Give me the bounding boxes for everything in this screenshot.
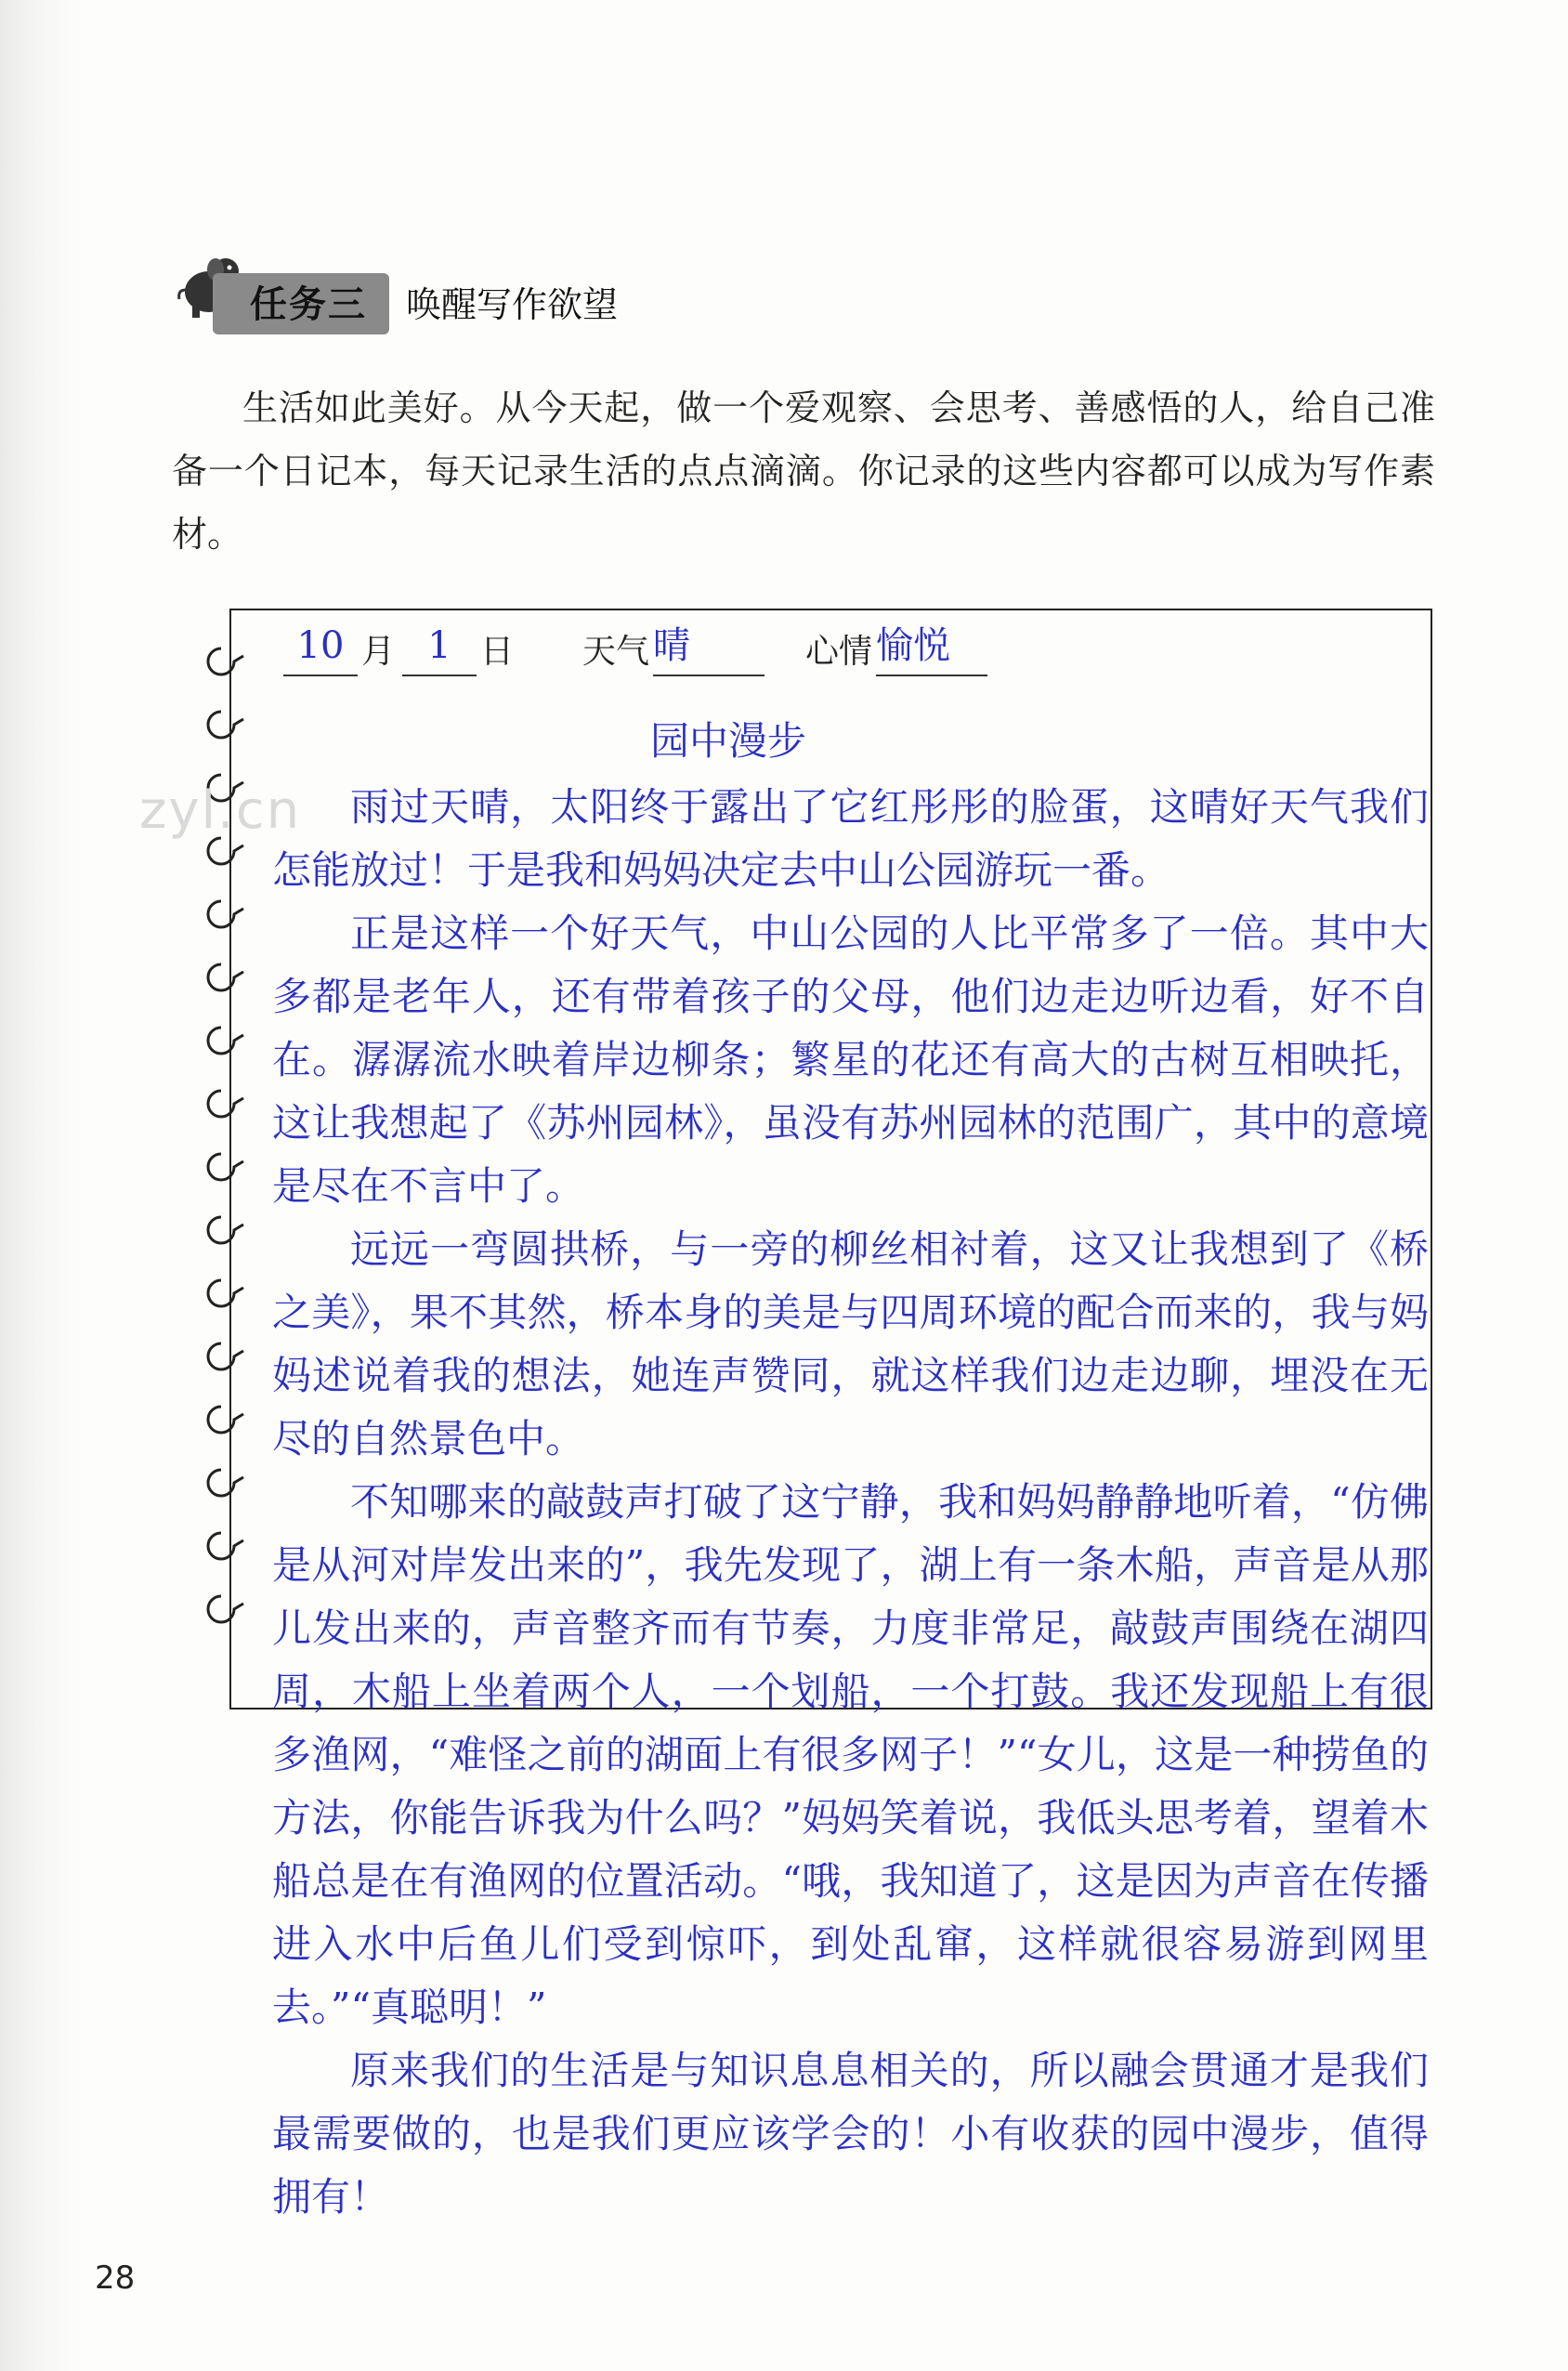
essay-body [272, 776, 1429, 2229]
intro-paragraph: 生活如此美好。从今天起，做一个爱观察、会思考、善感悟的人，给自己准备一个日记本，每天记录生活的点点滴滴。你记录的这些内容都可以成为写作素材。 [172, 387, 1435, 555]
month-field: 10 [283, 622, 358, 676]
weather-field: 晴 [653, 622, 764, 676]
diary-header [283, 622, 1305, 678]
task-badge-label: 任务三 [250, 283, 367, 326]
essay-paragraph: 不知哪来的敲鼓声打破了这宁静，我和妈妈静静地听着，“仿佛是从河对岸发出来的”，我先发现了，湖上有一条木船，声音是从那儿发出来的，声音整齐而有节奏，力度非常足，敲鼓声围绕在湖四周，木船上坐着两个人，一个划船，一个打鼓。我还发现船上有很多渔网，“难怪之前的湖面上有很多网子！”“女儿，这是一种捞鱼的方法，你能告诉我为什么吗？”妈妈笑着说，我低头思考着，望着木船总是在有渔网的位置活动。“哦，我知道了，这是因为声音在传播进入水中后鱼儿们受到惊吓，到处乱窜，这样就很容易游到网里去。”“真聪明！” [272, 1479, 1429, 2030]
day-label: 日 [480, 633, 515, 671]
essay-title: 园中漫步 [650, 718, 807, 764]
weather-label: 天气 [582, 633, 650, 671]
essay-paragraph: 远远一弯圆拱桥，与一旁的柳丝相衬着，这又让我想到了《桥之美》，果不其然，桥本身的美是与四周环境的配合而来的，我与妈妈述说着我的想法，她连声赞同，就这样我们边走边聊，埋没在无尽的自然景色中。 [272, 1226, 1429, 1461]
watermark: zyl.cn [139, 780, 302, 841]
month-label: 月 [361, 633, 396, 671]
essay-paragraph: 正是这样一个好天气，中山公园的人比平常多了一倍。其中大多都是老年人，还有带着孩子的父母，他们边走边听边看，好不自在。潺潺流水映着岸边柳条；繁星的花还有高大的古树互相映托，这让我想起了《苏州园林》，虽没有苏州园林的范围广，其中的意境是尽在不言中了。 [272, 910, 1429, 1209]
essay-paragraph: 雨过天晴，太阳终于露出了它红彤彤的脸蛋，这晴好天气我们怎能放过！于是我和妈妈决定去中山公园游玩一番。 [272, 784, 1429, 893]
task-subtitle: 唤醒写作欲望 [406, 284, 619, 325]
mood-label: 心情 [805, 633, 873, 671]
task-header [172, 243, 1101, 346]
day-field: 1 [402, 622, 477, 676]
page-number: 28 [95, 2260, 136, 2297]
essay-paragraph: 原来我们的生活是与知识息息相关的，所以融会贯通才是我们最需要做的，也是我们更应该学会的！小有收获的园中漫步，值得拥有！ [272, 2048, 1429, 2220]
mood-field: 愉悦 [876, 622, 987, 676]
